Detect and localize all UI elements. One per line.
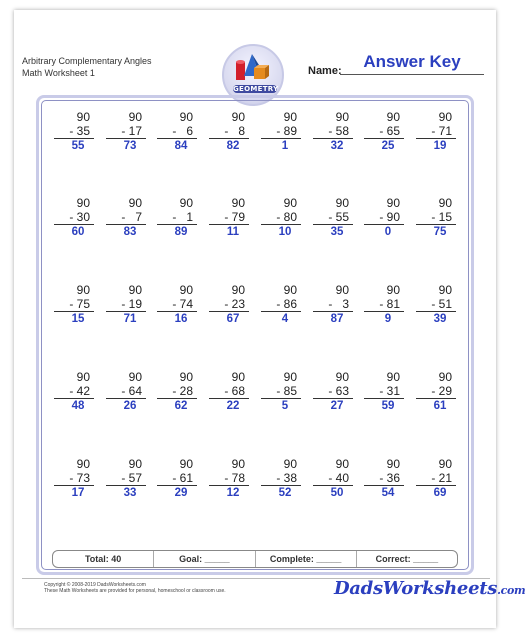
subtraction-problem <box>209 370 249 413</box>
answer: 16 <box>174 313 188 325</box>
problem-area <box>36 95 474 575</box>
subtraction-problem <box>54 457 94 500</box>
subtrahend: - 29 <box>431 384 452 398</box>
subtrahend: - 38 <box>276 471 297 485</box>
answer: 71 <box>123 313 137 325</box>
subtraction-problem <box>157 457 197 500</box>
subtraction-problem <box>106 370 146 413</box>
subtrahend: - 89 <box>276 124 297 138</box>
subtraction-problem <box>261 457 301 500</box>
subtrahend: - 21 <box>431 471 452 485</box>
subtraction-problem <box>416 196 456 239</box>
answer: 69 <box>433 487 447 499</box>
subtrahend: - 85 <box>276 384 297 398</box>
answer: 27 <box>330 400 344 412</box>
subtrahend: - 28 <box>172 384 193 398</box>
minuend: 90 <box>231 196 245 210</box>
answer: 87 <box>330 313 344 325</box>
answer: 11 <box>226 226 240 238</box>
subtrahend: - 1 <box>172 210 193 224</box>
subtrahend: - 51 <box>431 297 452 311</box>
subtraction-problem <box>209 196 249 239</box>
subtrahend: - 58 <box>328 124 349 138</box>
answer: 50 <box>330 487 344 499</box>
subtraction-problem <box>106 283 146 326</box>
subtrahend: - 57 <box>121 471 142 485</box>
subtrahend: - 3 <box>328 297 349 311</box>
subtraction-problem <box>313 283 353 326</box>
copyright-notice <box>44 582 226 594</box>
answer: 48 <box>71 400 85 412</box>
answer: 19 <box>433 140 447 152</box>
answer: 35 <box>330 226 344 238</box>
brand-main: Dads <box>334 578 383 599</box>
subtrahend: - 71 <box>431 124 452 138</box>
minuend: 90 <box>179 283 193 297</box>
answer: 60 <box>71 226 85 238</box>
minuend: 90 <box>283 283 297 297</box>
answer: 59 <box>381 400 395 412</box>
subtraction-problem <box>416 283 456 326</box>
brand-logo <box>334 578 525 599</box>
subtrahend: - 80 <box>276 210 297 224</box>
minuend: 90 <box>128 457 142 471</box>
answer: 12 <box>226 487 240 499</box>
goal-field: Goal: _____ <box>153 551 254 567</box>
worksheet-title: Arbitrary Complementary Angles <box>22 56 152 66</box>
subtrahend: - 68 <box>224 384 245 398</box>
answer-key-label: Answer Key <box>363 52 461 71</box>
minuend: 90 <box>76 370 90 384</box>
subtrahend: - 23 <box>224 297 245 311</box>
subtraction-problem <box>313 370 353 413</box>
subtraction-problem <box>157 283 197 326</box>
answer: 29 <box>174 487 188 499</box>
copyright-text: Copyright © 2008-2019 DadsWorksheets.com <box>44 582 146 588</box>
subtraction-problem <box>157 370 197 413</box>
usage-notice: These Math Worksheets are provided for personal, homeschool or classroom use. <box>44 588 226 594</box>
answer: 9 <box>384 313 392 325</box>
subtrahend: - 64 <box>121 384 142 398</box>
subtraction-problem <box>106 110 146 153</box>
answer: 67 <box>226 313 240 325</box>
subtrahend: - 15 <box>431 210 452 224</box>
subtraction-problem <box>209 457 249 500</box>
subtrahend: - 90 <box>379 210 400 224</box>
subtrahend: - 40 <box>328 471 349 485</box>
subtraction-problem <box>313 110 353 153</box>
subtraction-problem <box>261 283 301 326</box>
subtrahend: - 31 <box>379 384 400 398</box>
subtrahend: - 78 <box>224 471 245 485</box>
minuend: 90 <box>128 283 142 297</box>
name-line <box>340 74 484 75</box>
minuend: 90 <box>386 457 400 471</box>
minuend: 90 <box>128 110 142 124</box>
subtraction-problem <box>106 196 146 239</box>
subtrahend: - 6 <box>172 124 193 138</box>
subtraction-problem <box>313 196 353 239</box>
subtrahend: - 35 <box>69 124 90 138</box>
minuend: 90 <box>283 196 297 210</box>
answer: 4 <box>281 313 289 325</box>
minuend: 90 <box>335 457 349 471</box>
subtraction-problem <box>416 370 456 413</box>
answer: 84 <box>174 140 188 152</box>
answer: 22 <box>226 400 240 412</box>
subtraction-problem <box>209 283 249 326</box>
subtrahend: - 17 <box>121 124 142 138</box>
subtraction-problem <box>364 283 404 326</box>
minuend: 90 <box>128 196 142 210</box>
answer: 5 <box>281 400 289 412</box>
minuend: 90 <box>386 370 400 384</box>
subtraction-problem <box>157 110 197 153</box>
subtrahend: - 42 <box>69 384 90 398</box>
subtrahend: - 74 <box>172 297 193 311</box>
subtraction-problem <box>54 283 94 326</box>
subtrahend: - 65 <box>379 124 400 138</box>
subtraction-problem <box>54 370 94 413</box>
score-tally <box>52 550 458 568</box>
minuend: 90 <box>335 283 349 297</box>
complete-field: Complete: _____ <box>255 551 356 567</box>
minuend: 90 <box>335 370 349 384</box>
subtraction-problem <box>54 110 94 153</box>
subtrahend: - 73 <box>69 471 90 485</box>
answer: 1 <box>281 140 289 152</box>
logo-label: GEOMETRY <box>233 85 279 93</box>
answer: 55 <box>71 140 85 152</box>
answer: 17 <box>71 487 85 499</box>
subtrahend: - 63 <box>328 384 349 398</box>
minuend: 90 <box>283 110 297 124</box>
answer: 62 <box>174 400 188 412</box>
minuend: 90 <box>179 110 193 124</box>
answer: 0 <box>384 226 392 238</box>
minuend: 90 <box>386 196 400 210</box>
answer: 61 <box>433 400 447 412</box>
minuend: 90 <box>76 196 90 210</box>
total-count: Total: 40 <box>84 554 122 564</box>
subtraction-problem <box>364 370 404 413</box>
subtrahend: - 7 <box>121 210 142 224</box>
subtrahend: - 19 <box>121 297 142 311</box>
minuend: 90 <box>231 283 245 297</box>
minuend: 90 <box>179 370 193 384</box>
answer: 73 <box>123 140 137 152</box>
minuend: 90 <box>438 370 452 384</box>
subtraction-problem <box>364 110 404 153</box>
minuend: 90 <box>283 457 297 471</box>
answer: 33 <box>123 487 137 499</box>
minuend: 90 <box>438 457 452 471</box>
subtraction-problem <box>157 196 197 239</box>
subtraction-problem <box>313 457 353 500</box>
answer: 75 <box>433 226 447 238</box>
answer: 25 <box>381 140 395 152</box>
name-label: Name: <box>308 65 342 77</box>
answer: 39 <box>433 313 447 325</box>
subtrahend: - 30 <box>69 210 90 224</box>
answer: 52 <box>278 487 292 499</box>
minuend: 90 <box>231 457 245 471</box>
minuend: 90 <box>438 196 452 210</box>
brand-rest: Worksheets <box>382 578 498 599</box>
subtraction-problem <box>364 457 404 500</box>
minuend: 90 <box>335 196 349 210</box>
subtraction-problem <box>54 196 94 239</box>
brand-suffix: .com <box>497 584 525 597</box>
subtrahend: - 36 <box>379 471 400 485</box>
minuend: 90 <box>179 457 193 471</box>
minuend: 90 <box>438 283 452 297</box>
minuend: 90 <box>231 110 245 124</box>
subtrahend: - 81 <box>379 297 400 311</box>
minuend: 90 <box>76 283 90 297</box>
subtraction-problem <box>106 457 146 500</box>
answer: 54 <box>381 487 395 499</box>
subtrahend: - 55 <box>328 210 349 224</box>
subtraction-problem <box>416 110 456 153</box>
subtraction-problem <box>209 110 249 153</box>
subtrahend: - 8 <box>224 124 245 138</box>
answer: 82 <box>226 140 240 152</box>
subtrahend: - 75 <box>69 297 90 311</box>
subtraction-problem <box>261 110 301 153</box>
minuend: 90 <box>76 457 90 471</box>
minuend: 90 <box>128 370 142 384</box>
worksheet-subtitle: Math Worksheet 1 <box>22 68 95 78</box>
answer: 89 <box>174 226 188 238</box>
subtrahend: - 86 <box>276 297 297 311</box>
minuend: 90 <box>386 283 400 297</box>
answer: 15 <box>71 313 85 325</box>
subtraction-problem <box>261 370 301 413</box>
subtraction-problem <box>364 196 404 239</box>
minuend: 90 <box>179 196 193 210</box>
minuend: 90 <box>231 370 245 384</box>
minuend: 90 <box>76 110 90 124</box>
answer: 10 <box>278 226 292 238</box>
answer: 83 <box>123 226 137 238</box>
answer: 32 <box>330 140 344 152</box>
minuend: 90 <box>386 110 400 124</box>
subtraction-problem <box>261 196 301 239</box>
correct-field: Correct: _____ <box>356 551 457 567</box>
subtraction-problem <box>416 457 456 500</box>
subtrahend: - 61 <box>172 471 193 485</box>
subtrahend: - 79 <box>224 210 245 224</box>
minuend: 90 <box>335 110 349 124</box>
answer: 26 <box>123 400 137 412</box>
minuend: 90 <box>283 370 297 384</box>
minuend: 90 <box>438 110 452 124</box>
